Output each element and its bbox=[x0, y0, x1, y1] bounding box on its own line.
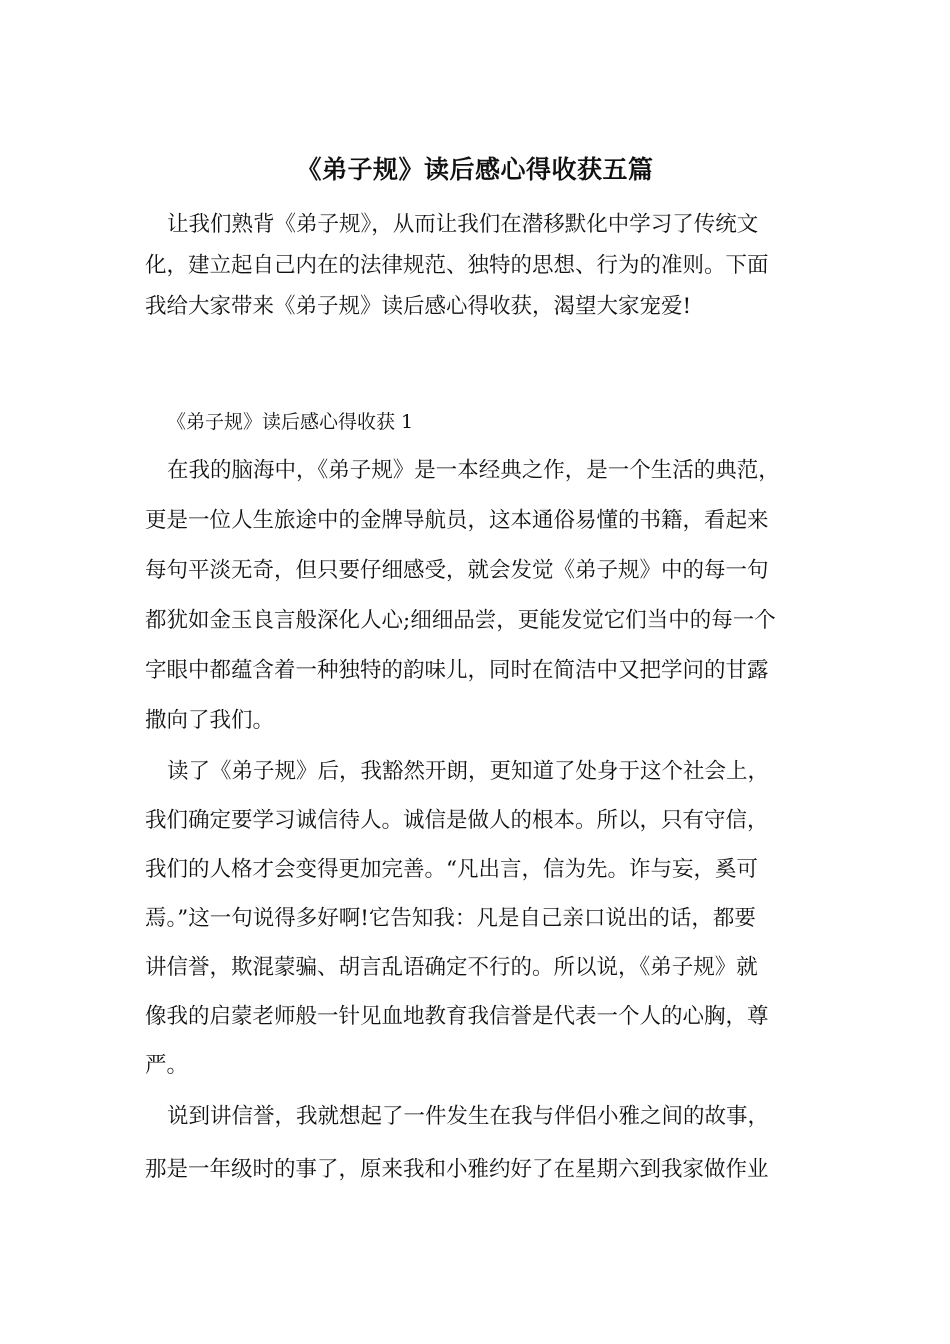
paragraph-line: 焉。”这一句说得多好啊!它告知我：凡是自己亲口说出的话，都要 bbox=[145, 906, 756, 931]
intro-line: 我给大家带来《弟子规》读后感心得收获，渴望大家宠爱! bbox=[145, 294, 692, 319]
paragraph-line: 严。 bbox=[145, 1053, 189, 1078]
paragraph-line: 字眼中都蕴含着一种独特的韵味儿，同时在简洁中又把学问的甘露 bbox=[145, 658, 769, 683]
paragraph-line: 说到讲信誉，我就想起了一件发生在我与伴侣小雅之间的故事， bbox=[167, 1104, 770, 1129]
intro-line: 化，建立起自己内在的法律规范、独特的思想、行为的准则。下面 bbox=[145, 253, 769, 278]
paragraph-line: 讲信誉，欺混蒙骗、胡言乱语确定不行的。所以说，《弟子规》就 bbox=[145, 955, 758, 980]
paragraph-line: 在我的脑海中，《弟子规》是一本经典之作，是一个生活的典范， bbox=[167, 458, 780, 483]
intro-line: 让我们熟背《弟子规》，从而让我们在潜移默化中学习了传统文 bbox=[167, 212, 759, 237]
paragraph-line: 我们的人格才会变得更加完善。“凡出言，信为先。诈与妄，奚可 bbox=[145, 857, 758, 882]
document-title: 《弟子规》读后感心得收获五篇 bbox=[296, 155, 654, 184]
paragraph-line: 更是一位人生旅途中的金牌导航员，这本通俗易懂的书籍，看起来 bbox=[145, 508, 769, 533]
paragraph-line: 都犹如金玉良言般深化人心;细细品尝，更能发觉它们当中的每一个 bbox=[145, 608, 776, 633]
section-heading: 《弟子规》读后感心得收获 1 bbox=[167, 411, 414, 433]
paragraph-line: 那是一年级时的事了，原来我和小雅约好了在星期六到我家做作业 bbox=[145, 1157, 769, 1182]
paragraph-line: 读了《弟子规》后，我豁然开朗，更知道了处身于这个社会上， bbox=[167, 759, 770, 784]
paragraph-line: 撒向了我们。 bbox=[145, 708, 275, 733]
paragraph-line: 每句平淡无奇，但只要仔细感受，就会发觉《弟子规》中的每一句 bbox=[145, 558, 769, 583]
paragraph-line: 像我的启蒙老师般一针见血地教育我信誉是代表一个人的心胸，尊 bbox=[145, 1004, 769, 1029]
paragraph-line: 我们确定要学习诚信待人。诚信是做人的根本。所以，只有守信， bbox=[145, 808, 769, 833]
